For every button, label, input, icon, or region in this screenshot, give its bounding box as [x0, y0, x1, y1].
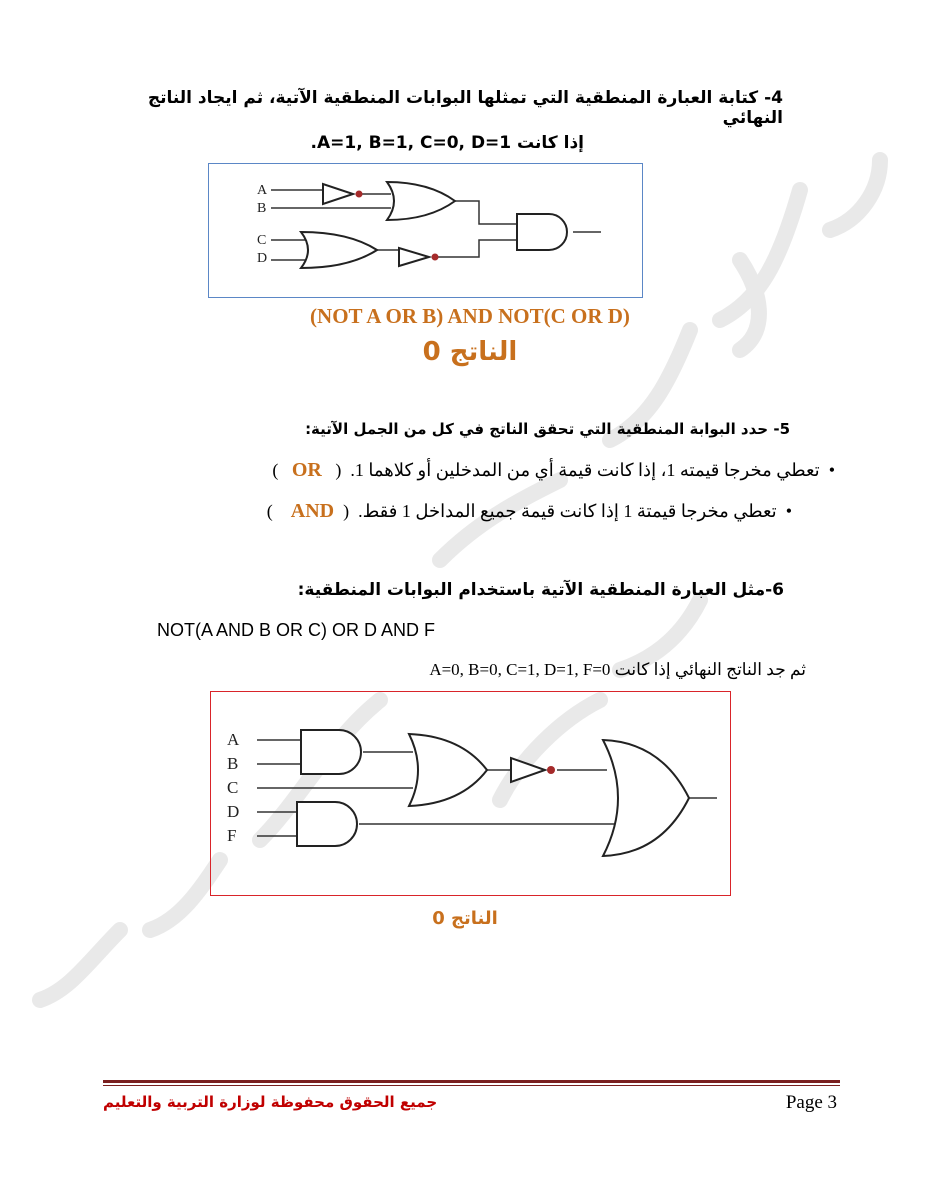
- q4-input-b-label: B: [257, 201, 267, 216]
- q5-bullet-1-answer: OR: [291, 459, 322, 481]
- q4-input-c-label: C: [257, 233, 267, 248]
- q4-not-gate-a: [323, 184, 353, 204]
- q6-and-gate-df: [297, 802, 357, 846]
- q4-and-gate: [517, 214, 567, 250]
- q6-instruction: 6-مثل العبارة المنطقية الآتية باستخدام البوابات المنطقية:: [297, 580, 784, 600]
- q6-input-c-label: C: [227, 778, 239, 797]
- q6-and-gate-ab: [301, 730, 361, 774]
- footer-rights: جميع الحقوق محفوظة لوزارة التربية والتعليم: [103, 1093, 438, 1111]
- bullet-dot-icon: •: [776, 501, 792, 521]
- q5-bullet-1: • تعطي مخرجا قيمته 1، إذا كانت قيمة أي من المدخلين أو كلاهما 1. ( OR ): [272, 459, 835, 481]
- q5-bullet-2-answer: AND: [290, 500, 335, 522]
- q6-input-b-label: B: [227, 754, 239, 773]
- q5-bullet-2-text: تعطي مخرجا قيمتة 1 إذا كانت قيمة جميع المداخل 1 فقط.: [358, 501, 777, 521]
- q6-input-f-label: F: [227, 826, 237, 845]
- q4-not-gate-cd: [399, 248, 429, 266]
- page-number: Page 3: [785, 1092, 837, 1113]
- footer-rule-thick: [103, 1080, 840, 1083]
- q6-not-gate: [511, 758, 545, 782]
- q6-not-bubble: [547, 766, 555, 774]
- q4-condition: إذا كانت A=1, B=1, C=0, D=1.: [310, 133, 584, 153]
- q6-or-gate-final: [603, 740, 689, 856]
- q6-expression: NOT(A AND B OR C) OR D AND F: [157, 620, 436, 640]
- q4-expression-answer: (NOT A OR B) AND NOT(C OR D): [310, 304, 630, 328]
- q6-input-a-label: A: [227, 730, 240, 749]
- q6-input-d-label: D: [227, 802, 240, 821]
- q6-logic-diagram: [210, 691, 731, 896]
- q4-logic-diagram: [208, 163, 643, 298]
- bullet-dot-icon: •: [819, 460, 835, 480]
- footer-rule-thin: [103, 1085, 840, 1086]
- q4-input-d-label: D: [257, 251, 268, 266]
- q6-result: الناتج 0: [432, 908, 498, 929]
- q4-or-gate-2: [301, 232, 377, 268]
- q4-not-bubble-cd: [432, 254, 439, 261]
- q5-instruction: 5- حدد البوابة المنطقية التي تحقق الناتج في كل من الجمل الآتية:: [305, 420, 790, 438]
- q5-bullet-2: • تعطي مخرجا قيمتة 1 إذا كانت قيمة جميع المداخل 1 فقط. ( AND ): [266, 500, 792, 522]
- q6-or-gate-abc: [409, 734, 487, 806]
- q4-not-bubble-a: [356, 191, 363, 198]
- q5-bullet-1-text: تعطي مخرجا قيمته 1، إذا كانت قيمة أي من المدخلين أو كلاهما 1.: [350, 460, 820, 480]
- q4-input-a-label: A: [257, 183, 268, 198]
- q4-instruction: 4- كتابة العبارة المنطقية التي تمثلها البوابات المنطقية الآتية، ثم ايجاد الناتج النهائي: [147, 88, 783, 128]
- q4-result: الناتج 0: [422, 337, 518, 367]
- q4-or-gate-1: [387, 182, 455, 220]
- q6-condition: ثم جد الناتج النهائي إذا كانت A=0, B=0, C=1, D=1, F=0: [429, 660, 806, 679]
